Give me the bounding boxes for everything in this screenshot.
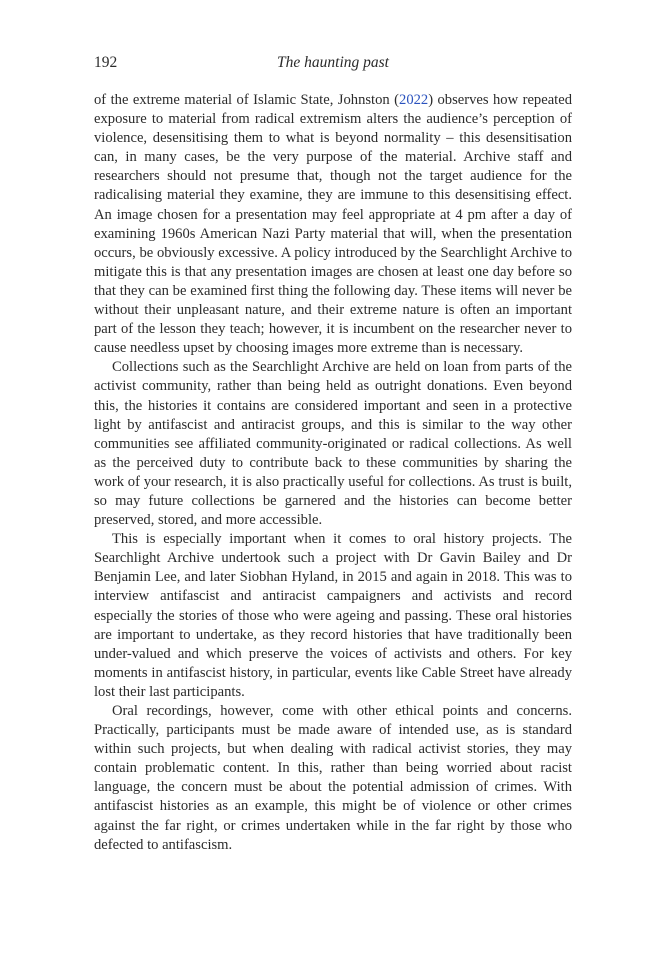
citation-link-johnston-2022[interactable]: 2022 — [399, 92, 429, 108]
running-title: The haunting past — [277, 54, 389, 71]
paragraph-1-text-after: ) observes how repeated exposure to material from radical extremism alters the audience’s perception of violence, desensitising them to what is beyond normality – this desensitisation can, in many cases, be the very purpose of the material. Archive staff and researchers should not presume that, though not the target audience for the radicalising material they examine, they are immune to this desensitising effect. An image chosen for a presentation may feel appropriate at 4 pm after a day of examining 1960s American Nazi Party material that will, when the presentation occurs, be obviously excessive. A policy introduced by the Searchlight Archive to mitigate this is that any presentation images are chosen at least one day before so that they can be examined first thing the following day. These items will never be without their unpleasant nature, and their extreme nature is often an important part of the lesson they teach; however, it is incumbent on the researcher never to cause needless upset by choosing images more extreme than is necessary. — [94, 92, 572, 357]
paragraph-1 — [94, 91, 572, 358]
running-head — [94, 52, 572, 74]
paragraph-3: This is especially important when it comes to oral history projects. The Searchlight Archive undertook such a project with Dr Gavin Bailey and Dr Benjamin Lee, and later Siobhan Hyland, in 2015 and again in 2018. This was to interview antifascist and antiracist campaigners and activists and record especially the stories of those who were ageing and passing. These oral histories are important to undertake, as they record histories that have traditionally been under-valued and which preserve the voices of activists and others. For key moments in antifascist history, in particular, events like Cable Street have already lost their last participants. — [94, 531, 572, 700]
paragraph-4: Oral recordings, however, come with other ethical points and concerns. Practically, participants must be made aware of intended use, as is standard within such projects, but when dealing with radical activist stories, they may contain problematic content. In this, rather than being worried about racist language, the concern must be about the potential admission of crimes. With antifascist histories as an example, this might be of violence or other crimes against the far right, or crimes undertaken while in the far right by those who defected to antifascism. — [94, 703, 572, 853]
paragraph-2: Collections such as the Searchlight Archive are held on loan from parts of the activist community, rather than being held as outright donations. Even beyond this, the histories it contains are considered important and seen in a protective light by antifascist and antiracist groups, and this is similar to the way other communities see affiliated community-originated or radical collections. As well as the perceived duty to contribute back to these communities by sharing the work of your research, it is also practically useful for collections. As trust is built, so may future collections be garnered and the histories can become better preserved, stored, and more accessible. — [94, 359, 572, 529]
paragraph-1-text-before: of the extreme material of Islamic State, Johnston ( — [94, 92, 400, 108]
page-number: 192 — [94, 54, 118, 71]
body-text — [94, 91, 572, 855]
